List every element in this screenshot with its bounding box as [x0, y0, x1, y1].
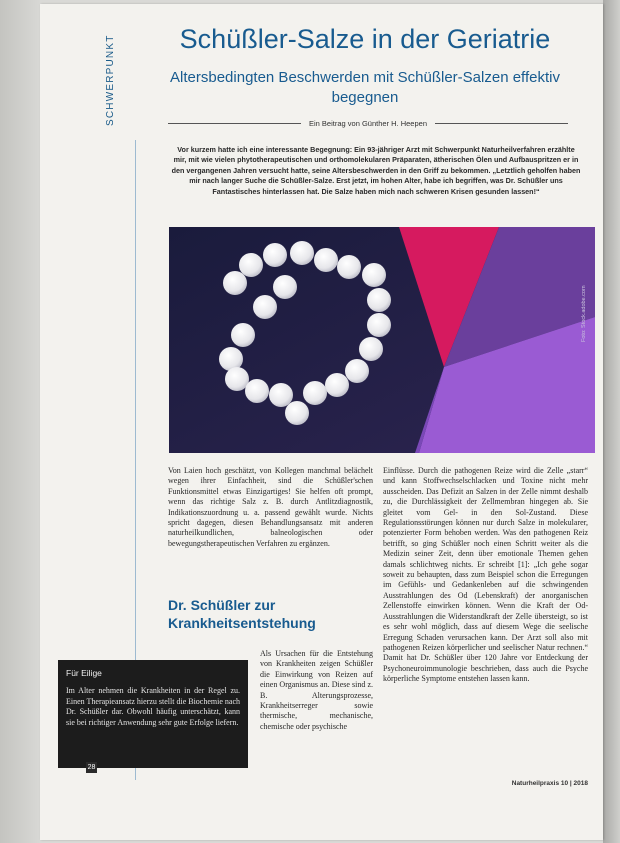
article-subtitle: Altersbedingten Beschwerden mit Schüßler-Salzen effektiv begegnen — [170, 69, 560, 106]
byline-rule-right — [435, 123, 568, 124]
summary-box — [58, 660, 248, 768]
scan-right-margin — [603, 0, 620, 843]
byline-row — [168, 117, 568, 129]
body-text-right: Einflüsse. Durch die pathogenen Reize wird die Zelle „starr“ und kann Stoffwechselschlacken und Toxine nicht mehr ausscheiden. Das Defizit an Salzen in der Zelle nimmt deshalb zu, die Durchlässigkeit der Zellmembran hingegen ab. Sie gleitet vom Gel- in den Sol-Zustand. Diese Regulationsstörungen können nur durch Salze in molekularer, potenzierter Form behoben werden. Was den pathogenen Reiz betrifft, so ging Schüßler noch einen Schritt weiter als die Medizin seiner Zeit, denn über emotionale Themen gehen damals schlichtweg nichts. Er schreibt [1]: „Ich gehe sogar soweit zu behaupten, dass zum Beispiel schon die Erregungen im Gefühls- und Gedankenleben auf die schwingenden Ausstrahlungen des Od (Lebenskraft) der anorganischen Zellenstoffe einwirken können. Wenn die Kraft der Od-Ausstrahlungen die Widerstandkraft der Zelle übersteigt, so ist es sehr wohl möglich, dass auf diesem Wege die seelische Erregung Schaden verursachen kann. Der Arzt soll also mit pathogenen Reizen körperlicher und seelischer Natur rechnen.“ Damit hat Dr. Schüßler über 120 Jahre vor Entdeckung der Psychoneuroimmunologie beschrieben, dass auch die Psyche körperliche Symptome entstehen lassen kann. — [383, 466, 588, 684]
article-title: Schüßler-Salze in der Geriatrie — [179, 24, 551, 54]
body-text-left: Von Laien hoch geschätzt, von Kollegen manchmal belächelt wegen ihrer Einfachheit, sind die Schüßler'schen Funktionsmittel etwas Einzigartiges! Sie helfen oft prompt, wenn das richtige Salz z. B. durch Antlitzdiagnostik, Indikationszuordnung u. a. passend gewählt wurde. Nichts spricht dagegen, diesen Behandlungsansatz mit anderen naturheilkundlichen, balneologischen oder bewegungstherapeutischen Verfahren zu ergänzen. — [168, 466, 373, 548]
byline: Ein Beitrag von Günther H. Heepen — [309, 118, 427, 128]
section-heading: Dr. Schüßler zur Krankheitsentstehung — [168, 597, 316, 631]
photo-illustration — [169, 227, 595, 453]
summary-box-body: Im Alter nehmen die Krankheiten in der Regel zu. Einen Therapieansatz hierzu stellt die Biochemie nach Dr. Schüßler dar. Obwohl häufig unterschätzt, kann sie bei richtiger Anwendung sehr gute Erfolge liefern. — [66, 686, 241, 727]
heart-pills-photo — [169, 227, 595, 453]
section-tab: SCHWERPUNKT — [105, 34, 116, 126]
intro-paragraph: Vor kurzem hatte ich eine interessante Begegnung: Ein 93-jähriger Arzt mit Schwerpunkt Naturheilverfahren erzählte mir, mit wie vielen phytotherapeutischen und orthomolekularen Präparaten, ätherischen Ölen und Aufbauspritzen er in den vergangenen Jahren versucht hatte, seine Altersbeschwerden in den Griff zu bekommen. „Letztlich geholfen haben mir nach langer Suche die Schüßler-Salze. Erst jetzt, im hohen Alter, habe ich begriffen, was Dr. Schüßler uns Fantastisches hinterlassen hat. Die Salze haben mich nach schweren Krisen gesunden lassen!“ — [171, 145, 581, 196]
scan-left-margin — [0, 0, 40, 843]
footer-issue: Naturheilpraxis 10 | 2018 — [511, 780, 588, 787]
page-number: 28 — [87, 764, 96, 771]
photo-credit: Foto: Stock.adobe.com — [581, 285, 587, 342]
body-text-middle: Als Ursachen für die Entstehung von Krankheiten zeigen Schüßler die Einwirkung von Reizen auf einen Organismus an. Diese sind z. B. Alterungsprozesse, Krankheitserreger sowie thermische, mechanische, chemische oder psychische — [260, 649, 373, 731]
summary-box-heading: Für Eilige — [66, 668, 102, 678]
byline-rule-left — [168, 123, 301, 124]
